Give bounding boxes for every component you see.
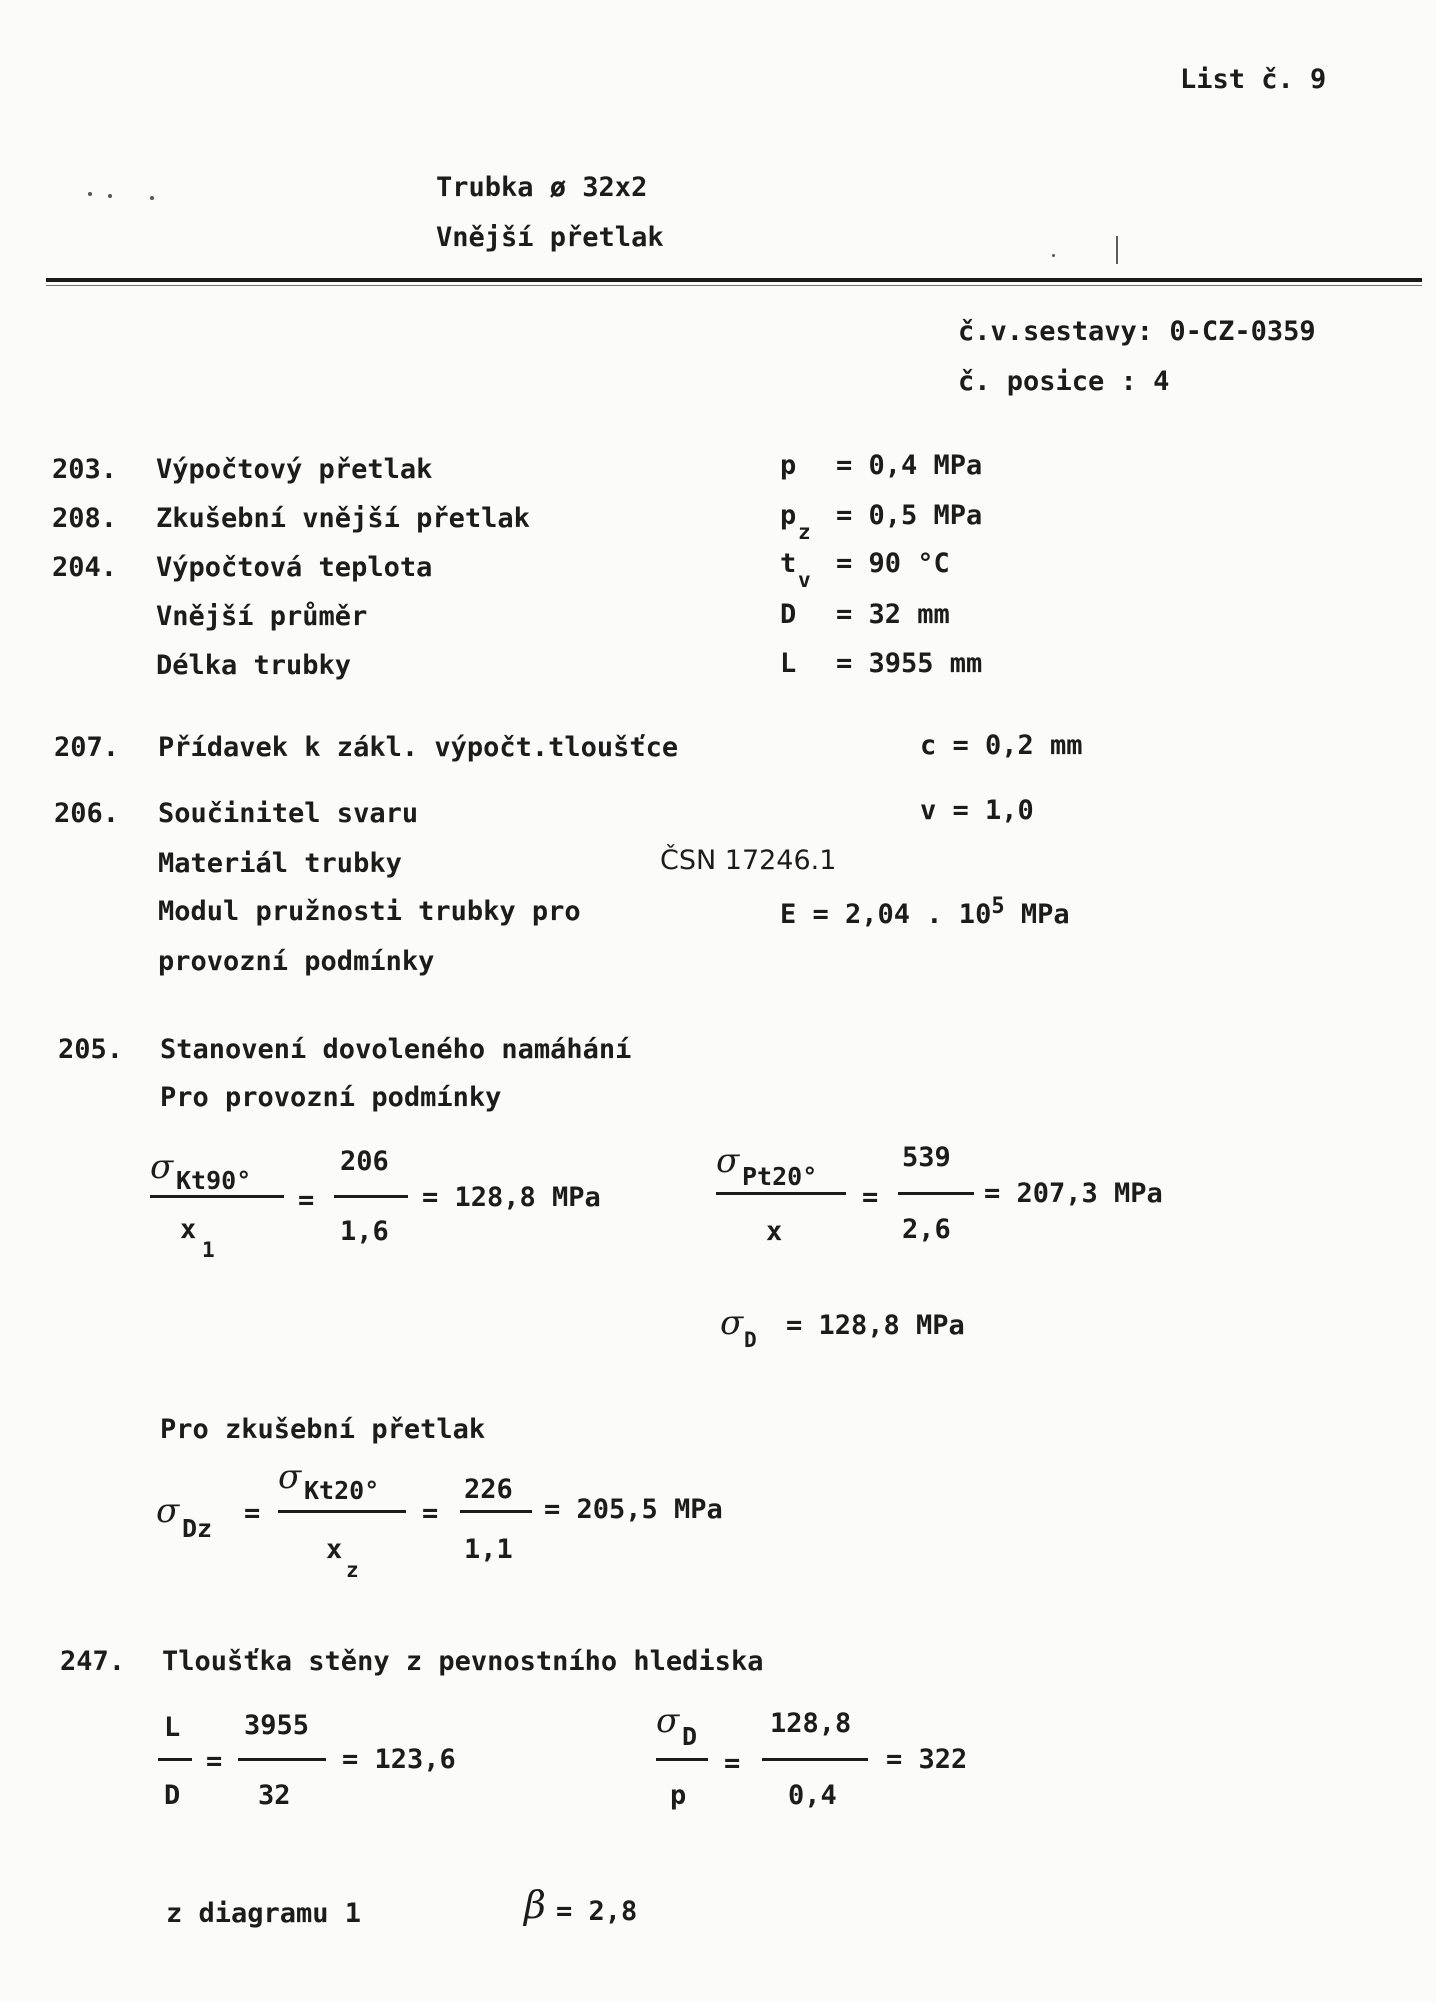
- weld-number: 206.: [54, 798, 120, 829]
- numerator: 206: [340, 1146, 389, 1177]
- denominator: p: [670, 1780, 687, 1811]
- allowance-number: 207.: [54, 732, 120, 763]
- fraction-bar: [278, 1510, 406, 1513]
- sigma-subscript: Kt90°: [176, 1166, 252, 1195]
- fraction-bar: [158, 1758, 192, 1761]
- result: = 128,8 MPa: [422, 1182, 601, 1213]
- modulus-label-cont: provozní podmínky: [158, 946, 435, 977]
- fraction-bar: [150, 1195, 284, 1198]
- allowance-value: c = 0,2 mm: [920, 730, 1083, 761]
- sigma-subscript: D: [744, 1328, 757, 1352]
- sigma-subscript: D: [682, 1722, 698, 1751]
- sheet-number: List č. 9: [1180, 64, 1327, 95]
- thickness-section-title: Tloušťka stěny z pevnostního hlediska: [162, 1646, 764, 1677]
- param-label: Vnější průměr: [156, 601, 368, 632]
- denominator: 1,6: [340, 1216, 389, 1247]
- numerator: 226: [464, 1474, 513, 1505]
- numerator: 3955: [244, 1710, 310, 1741]
- denominator: x: [326, 1534, 343, 1565]
- material-label: Materiál trubky: [158, 848, 402, 879]
- param-label: Délka trubky: [156, 650, 352, 681]
- denominator: D: [164, 1780, 181, 1811]
- test-pressure-title: Pro zkušební přetlak: [160, 1414, 486, 1445]
- assembly-number: č.v.sestavy: 0-CZ-0359: [958, 316, 1316, 347]
- equals-sign: =: [862, 1182, 879, 1213]
- modulus-mantissa: E = 2,04 . 10: [780, 899, 992, 930]
- fraction-bar: [898, 1192, 974, 1195]
- modulus-value: [780, 896, 1070, 928]
- numerator: 539: [902, 1142, 951, 1173]
- param-symbol-sub: z: [798, 520, 811, 544]
- param-symbol: p: [780, 500, 797, 531]
- result: = 128,8 MPa: [786, 1310, 965, 1341]
- denominator: 1,1: [464, 1534, 513, 1565]
- scan-speck: [150, 196, 154, 200]
- beta-symbol: β: [524, 1883, 546, 1927]
- sigma-subscript: Kt20°: [304, 1476, 380, 1505]
- result: = 205,5 MPa: [544, 1494, 723, 1525]
- param-number: 204.: [52, 552, 118, 583]
- numerator: L: [164, 1712, 181, 1743]
- beta-value: = 2,8: [556, 1896, 638, 1927]
- param-value: = 0,5 MPa: [836, 500, 983, 531]
- equals-sign: =: [244, 1498, 261, 1529]
- fraction-bar: [460, 1510, 532, 1513]
- pipe-title: Trubka ø 32x2: [436, 172, 648, 203]
- modulus-unit: MPa: [1020, 899, 1070, 930]
- sigma-symbol: σ: [716, 1141, 740, 1181]
- param-value: = 32 mm: [836, 599, 950, 630]
- weld-value: v = 1,0: [920, 795, 1034, 826]
- fraction-bar: [716, 1192, 846, 1195]
- position-number: č. posice : 4: [958, 366, 1170, 397]
- equals-sign: =: [298, 1185, 315, 1216]
- modulus-label: Modul pružnosti trubky pro: [158, 896, 581, 927]
- thickness-section-number: 247.: [60, 1646, 126, 1677]
- modulus-exponent: 5: [991, 894, 1005, 919]
- header-divider-shadow: [46, 285, 1422, 286]
- numerator: 128,8: [770, 1708, 852, 1739]
- param-label: Výpočtová teplota: [156, 552, 433, 583]
- sigma-subscript: Dz: [182, 1514, 213, 1543]
- param-symbol: t: [780, 548, 797, 579]
- sigma-symbol: σ: [720, 1303, 744, 1343]
- denominator-sub: z: [346, 1558, 359, 1582]
- param-label: Zkušební vnější přetlak: [156, 503, 530, 534]
- weld-label: Součinitel svaru: [158, 798, 419, 829]
- param-number: 208.: [52, 503, 118, 534]
- diagram-reference: z diagramu 1: [166, 1898, 362, 1929]
- stress-section-number: 205.: [58, 1034, 124, 1065]
- equals-sign: =: [422, 1498, 439, 1529]
- denominator: 0,4: [788, 1780, 837, 1811]
- denominator-sub: 1: [202, 1238, 215, 1262]
- param-value: = 90 °C: [836, 548, 950, 579]
- result: = 123,6: [342, 1744, 456, 1775]
- result: = 322: [886, 1744, 968, 1775]
- fraction-bar: [238, 1758, 326, 1761]
- fraction-bar: [656, 1758, 708, 1761]
- material-value: ČSN 17246.1: [660, 845, 837, 876]
- param-value: = 3955 mm: [836, 648, 983, 679]
- equals-sign: =: [206, 1746, 223, 1777]
- scan-speck: [88, 192, 92, 196]
- param-symbol: L: [780, 648, 797, 679]
- header-divider: [46, 278, 1422, 282]
- equals-sign: =: [724, 1748, 741, 1779]
- param-number: 203.: [52, 454, 118, 485]
- sigma-subscript: Pt20°: [742, 1162, 818, 1191]
- param-label: Výpočtový přetlak: [156, 454, 433, 485]
- denominator: x: [180, 1214, 197, 1245]
- scan-speck: [108, 194, 112, 198]
- result: = 207,3 MPa: [984, 1178, 1163, 1209]
- denominator: x: [766, 1216, 783, 1247]
- fraction-bar: [762, 1758, 868, 1761]
- denominator: 32: [258, 1780, 291, 1811]
- stress-section-title: Stanovení dovoleného namáhání: [160, 1034, 632, 1065]
- param-symbol: p: [780, 450, 797, 481]
- param-symbol: D: [780, 599, 797, 630]
- denominator: 2,6: [902, 1214, 951, 1245]
- allowance-label: Přídavek k zákl. výpočt.tloušťce: [158, 732, 679, 763]
- sigma-symbol: σ: [278, 1457, 302, 1497]
- param-value: = 0,4 MPa: [836, 450, 983, 481]
- fraction-bar: [334, 1195, 408, 1198]
- scan-speck: [1052, 254, 1055, 257]
- pipe-subtitle: Vnější přetlak: [436, 222, 664, 253]
- sigma-symbol: σ: [150, 1147, 174, 1187]
- sigma-symbol: σ: [156, 1491, 180, 1531]
- stress-section-subtitle: Pro provozní podmínky: [160, 1082, 502, 1113]
- param-symbol-sub: v: [798, 568, 811, 592]
- scan-mark: [1116, 236, 1118, 264]
- sigma-symbol: σ: [656, 1701, 680, 1741]
